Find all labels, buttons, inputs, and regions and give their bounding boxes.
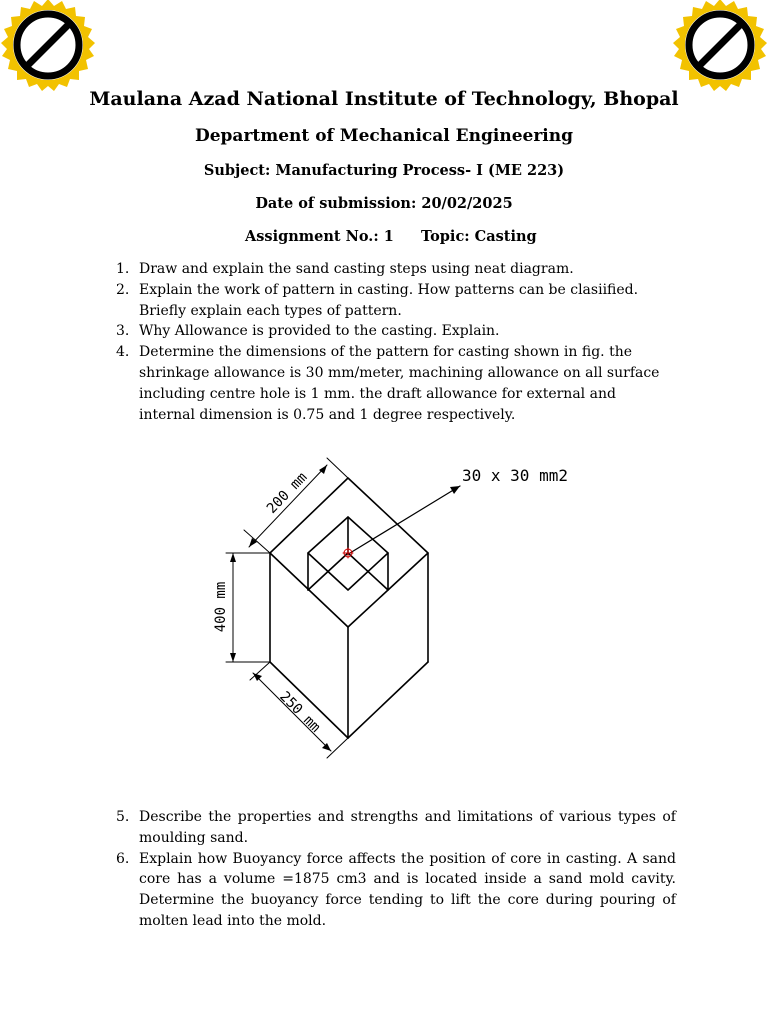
question-item: 2. Explain the work of pattern in casting. How patterns can be clasiified. Briefly explain each types of pattern. xyxy=(116,281,639,319)
institute-title: Maulana Azad National Institute of Technology, Bhopal xyxy=(89,88,679,110)
hole-size-label: 30 x 30 mm2 xyxy=(462,466,568,485)
question-text: Explain how Buoyancy force affects the position of core in casting. A sand core has a volume =1875 cm3 and is located inside a sand mold cavity. Determine the buoyancy force tending to lift the core during pouring of molten lead into the mold. xyxy=(139,850,676,929)
department-title: Department of Mechanical Engineering xyxy=(194,126,573,146)
question-text: Why Allowance is provided to the casting. Explain. xyxy=(139,323,500,340)
submission-date: Date of submission: 20/02/2025 xyxy=(255,195,513,212)
prohibited-logo-icon xyxy=(672,0,768,94)
dim-label-height: 400 mm xyxy=(213,581,229,633)
question-text: Describe the properties and strengths and limitations of various types of moulding sand. xyxy=(139,809,676,846)
question-list xyxy=(112,807,676,932)
question-text: Draw and explain the sand casting steps using neat diagram. xyxy=(139,261,574,277)
question-text: Explain the work of pattern in casting. How patterns can be clasiified. Briefly explain each types of pattern. xyxy=(139,281,639,319)
question-list xyxy=(112,259,676,425)
block-edge xyxy=(348,662,428,738)
question-item: 3. Why Allowance is provided to the casting. Explain. xyxy=(116,323,500,340)
assignment-topic: Topic: Casting xyxy=(421,228,537,245)
question-item: 6. Explain how Buoyancy force affects the position of core in casting. A sand core has a volume =1875 cm3 and is located inside a sand mold cavity. Determine the buoyancy force tending to lift the core during pouring of molten lead into the mold. xyxy=(116,850,676,929)
dim-label-bottom: 250 mm xyxy=(276,688,324,736)
dim-label-top: 200 mm xyxy=(263,469,311,517)
prohibited-logo-icon xyxy=(0,0,96,94)
question-item: 5. Describe the properties and strengths and limitations of various types of moulding sand. xyxy=(116,809,676,846)
subject-line: Subject: Manufacturing Process- I (ME 223) xyxy=(203,162,565,179)
casting-diagram xyxy=(200,448,600,778)
assignment-number: Assignment No.: 1 xyxy=(245,228,394,245)
question-text: Determine the dimensions of the pattern for casting shown in fig. the shrinkage allowance is 30 mm/meter, machining allowance on all surface including centre hole is 1 mm. the draft allowance for external and internal dimension is 0.75 and 1 degree respectively. xyxy=(139,344,660,423)
question-item: 4. Determine the dimensions of the pattern for casting shown in fig. the shrinkage allowance is 30 mm/meter, machining allowance on all surface including centre hole is 1 mm. the draft allowance for external and internal dimension is 0.75 and 1 degree respectively. xyxy=(116,344,660,423)
question-item: 1. Draw and explain the sand casting steps using neat diagram. xyxy=(116,261,574,277)
